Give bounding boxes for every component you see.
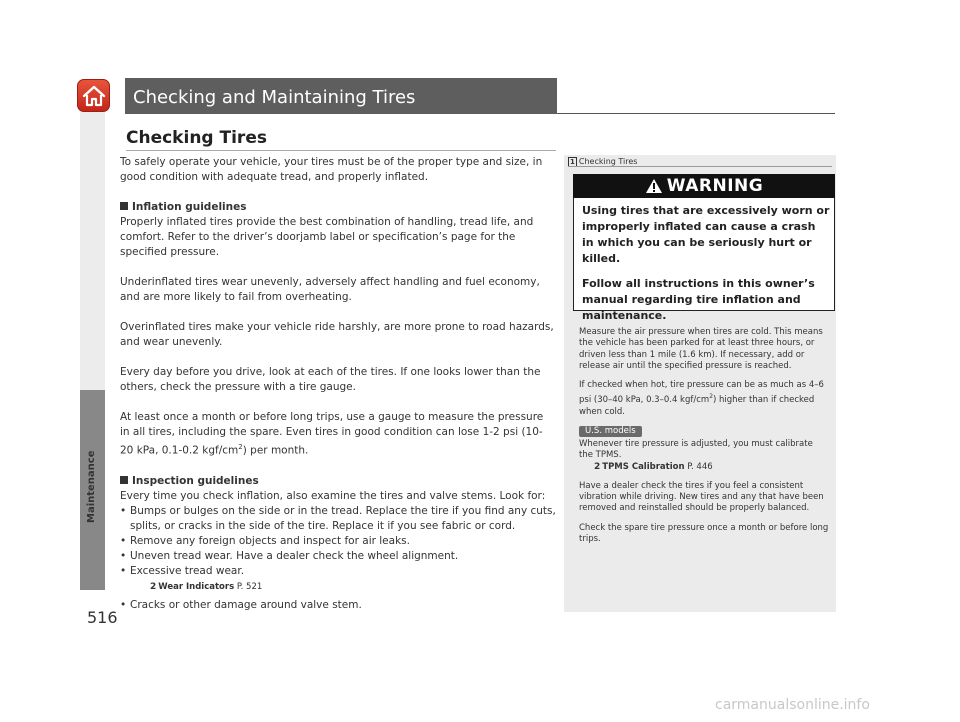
warning-title-bar [573, 174, 835, 198]
list-item: • Bumps or bulges on the side or in the tread. Replace the tire if you find any cuts, splits, or cracks in the side of the tire. Replace it if you see fabric or cord. [120, 504, 556, 534]
home-button[interactable] [77, 79, 110, 112]
superscript: 2 [238, 443, 243, 451]
inspection-list-cont [120, 598, 556, 613]
list-item: • Excessive tread wear. [120, 564, 556, 579]
sidebar-heading-rule [568, 166, 832, 167]
side-tab-top [80, 110, 105, 390]
sidebar-heading-text: Checking Tires [578, 157, 638, 166]
reference-arrow-icon: 1 [570, 158, 575, 166]
warning-text [582, 203, 830, 333]
section-title: Checking Tires [126, 128, 267, 148]
list-item: • Remove any foreign objects and inspect for air leaks. [120, 534, 556, 549]
sidebar-p5: Check the spare tire pressure once a month or before long trips. [579, 522, 829, 544]
ref-label: Wear Indicators [158, 581, 235, 592]
inflation-p3: Overinflated tires make your vehicle ride harshly, are more prone to road hazards, and wear unevenly. [120, 321, 554, 348]
sidebar-p4: Have a dealer check the tires if you feel a consistent vibration while driving. New tires and any that have been removed and reinstalled should be properly balanced. [579, 480, 824, 514]
us-models-badge-wrap [579, 426, 829, 439]
inflation-p4: Every day before you drive, look at each of the tires. If one looks lower than the others, check the pressure with a tire gauge. [120, 366, 541, 393]
inflation-p5 [120, 410, 556, 459]
square-bullet-icon [120, 476, 128, 484]
section-rule [126, 150, 556, 151]
warning-p1: Using tires that are excessively worn or improperly inflated can cause a crash in which you can be seriously hurt or killed. [582, 204, 830, 265]
reference-arrow-icon: 2 [150, 581, 157, 592]
sidebar-p2-a: If checked when hot, tire pressure can be as much as 4–6 psi (30–40 kPa, 0.3–0.4 kgf/cm [579, 380, 824, 406]
header-rule [557, 113, 835, 114]
inflation-heading-text: Inflation guidelines [132, 201, 247, 213]
tpms-calibration-link[interactable] [579, 462, 829, 473]
sidebar-p1: Measure the air pressure when tires are cold. This means the vehicle has been parked for at least three hours, or driven less than 1 mile (1.6 km). If necessary, add or release air until the specified pressure is reached. [579, 327, 823, 371]
warning-p2: Follow all instructions in this owner’s manual regarding tire inflation and maintenance. [582, 277, 815, 322]
inspection-heading-text: Inspection guidelines [132, 474, 259, 487]
inflation-p2: Underinflated tires wear unevenly, adversely affect handling and fuel economy, and are more likely to fail from overheating. [120, 276, 540, 303]
sidebar-p2 [579, 380, 829, 418]
warning-title: WARNING [666, 176, 764, 196]
ref-label: TPMS Calibration [602, 461, 685, 472]
inspection-intro: Every time you check inflation, also examine the tires and valve stems. Look for: [120, 489, 546, 502]
side-label: Maintenance [86, 450, 97, 524]
warning-icon [645, 178, 663, 194]
ref-page: P. 521 [236, 581, 263, 592]
watermark: carmanualsonline.info [715, 697, 870, 713]
inflation-p1: Properly inflated tires provide the best combination of handling, tread life, and comfort. Refer to the driver’s doorjamb label or specification’s page for the specified pressure. [120, 216, 534, 258]
sidebar-p3: Whenever tire pressure is adjusted, you must calibrate the TPMS. [579, 438, 813, 461]
intro-paragraph: To safely operate your vehicle, your tires must be of the proper type and size, in good condition with adequate tread, and properly inflated. [120, 156, 543, 183]
inflation-heading [120, 200, 556, 215]
sidebar-p2-b: ) higher than if checked when cold. [579, 395, 815, 417]
list-item: • Uneven tread wear. Have a dealer check the wheel alignment. [120, 549, 556, 564]
home-icon [82, 85, 106, 107]
inflation-p5-b: ) per month. [242, 444, 309, 457]
us-models-badge: U.S. models [579, 426, 642, 437]
inspection-heading [120, 474, 556, 489]
superscript: 2 [709, 393, 714, 401]
list-item: • Cracks or other damage around valve stem. [120, 598, 556, 613]
square-bullet-icon [120, 202, 128, 210]
sidebar-heading [568, 157, 637, 166]
ref-page: P. 446 [687, 461, 713, 472]
header-title: Checking and Maintaining Tires [133, 87, 416, 108]
inflation-p5-a: At least once a month or before long trips, use a gauge to measure the pressure in all tires, including the spare. Even tires in good condition can lose 1-2 psi (10-20 kPa, 0.1-0.2 kgf/cm [120, 411, 544, 457]
inspection-list [120, 504, 556, 579]
page-number: 516 [87, 608, 118, 627]
wear-indicators-link[interactable] [120, 580, 556, 594]
sidebar-body [579, 327, 829, 553]
main-content [120, 155, 556, 613]
reference-arrow-icon: 2 [594, 461, 601, 472]
